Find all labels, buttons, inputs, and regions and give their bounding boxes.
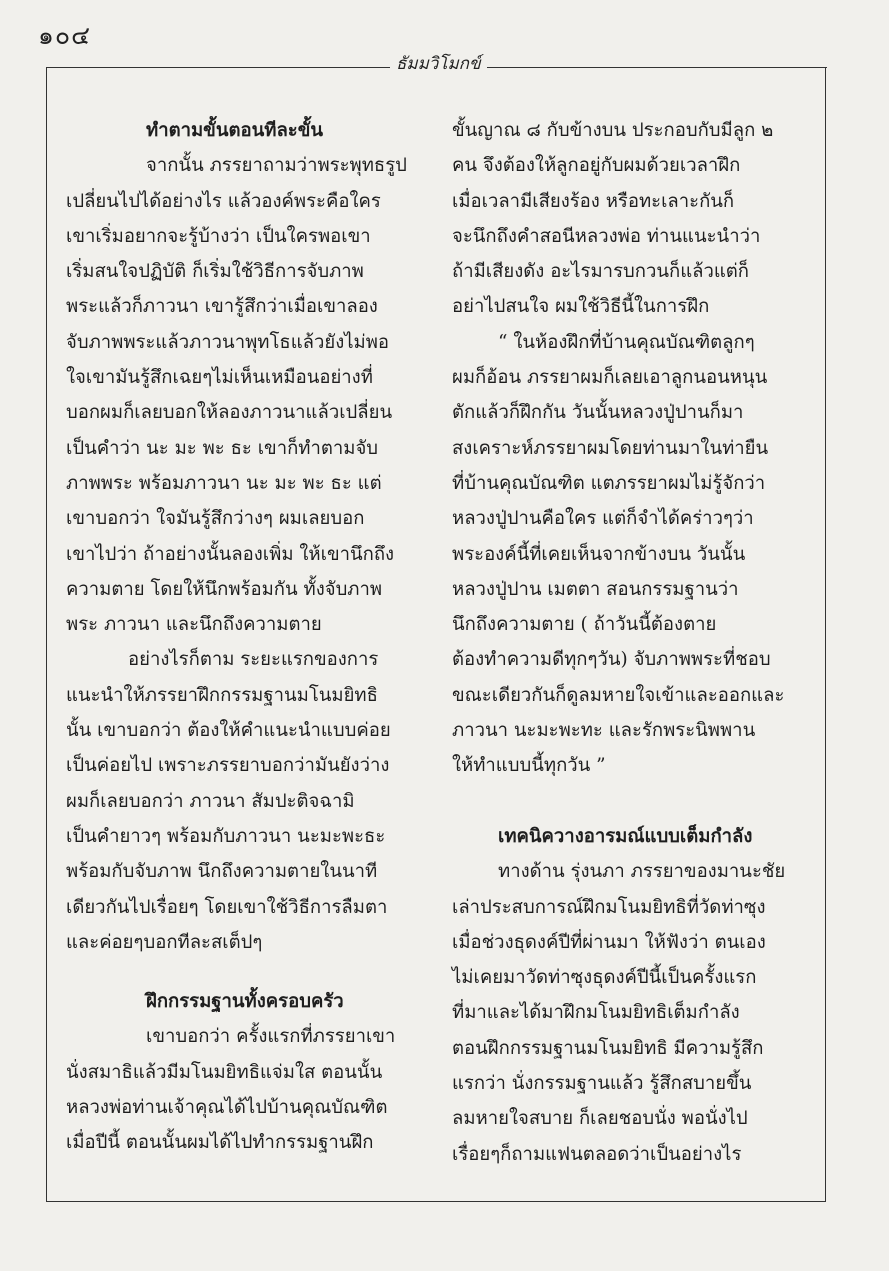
section-heading: ฝึกกรรมฐานทั้งครอบครัว [146,991,344,1013]
text-line: ลมหายใจสบาย ก็เลยชอบนั่ง พอนั่งไป [452,1108,748,1130]
text-line: เขาบอกว่า ใจมันรู้สึกว่างๆ ผมเลยบอก [66,508,365,530]
text-line: แนะนำให้ภรรยาฝึกกรรมฐานมโนมยิทธิ [66,684,378,706]
text-line: ตักแล้วก็ฝึกกัน วันนั้นหลวงปู่ปานก็มา [452,402,744,424]
text-line: ขณะเดียวกันก็ดูลมหายใจเข้าและออกและ [452,684,785,706]
text-line: ที่บ้านคุณบัณฑิต แตภรรยาผมไม่รู้จักว่า [452,472,766,494]
text-line: ความตาย โดยให้นึกพร้อมกัน ทั้งจับภาพ [66,578,383,600]
text-line: ทางด้าน รุ่งนภา ภรรยาของมานะชัย [498,861,786,883]
text-line: จะนึกถึงคำสอนีหลวงพ่อ ท่านแนะนำว่า [452,225,761,247]
spacer [66,960,438,984]
text-line: บอกผมก็เลยบอกให้ลองภาวนาแล้วเปลี่ยน [66,402,393,424]
spacer [452,784,814,819]
text-line: คน จึงต้องให้ลูกอยู่กับผมด้วยเวลาฝึก [452,155,741,177]
text-line: ที่มาและได้มาฝึกมโนมยิทธิเต็มกำลัง [452,1002,740,1024]
text-line: ภาวนา นะมะพะทะ และรักพระนิพพาน [452,720,756,742]
text-line: เมื่อปีนี้ ตอนนั้นผมได้ไปทำกรรมฐานฝึก [66,1132,374,1154]
running-header: ธัมมวิโมกข์ [390,50,487,77]
text-line: และค่อยๆบอกทีละสเต็ปๆ [66,931,263,953]
text-line: หลวงปู่ปานคือใคร แต่ก็จำได้คร่าวๆว่า [452,508,754,530]
text-line: เรื่อยๆก็ถามแฟนตลอดว่าเป็นอย่างไร [452,1143,742,1165]
right-column [452,113,814,1172]
text-line: เป็นค่อยไป เพราะภรรยาบอกว่ามันยังว่าง [66,755,390,777]
text-line: ผมก็เลยบอกว่า ภาวนา สัมปะติจฉามิ [66,790,355,812]
text-line: ให้ทำแบบนี้ทุกวัน ” [452,755,606,777]
text-line: พระองค์นี้ที่เคยเห็นจากข้างบน วันนั้น [452,543,746,565]
text-line: พร้อมกับจับภาพ นึกถึงความตายในนาที [66,861,378,883]
section-heading: ทำตามขั้นตอนทีละขั้น [146,120,324,141]
text-line: พระ ภาวนา และนึกถึงความตาย [66,614,322,636]
text-line: นั้น เขาบอกว่า ต้องให้คำแนะนำแบบค่อย [66,720,391,742]
text-line: ไม่เคยมาวัดท่าซุงธุดงค์ปีนี้เป็นครั้งแรก [452,967,757,989]
text-line: นั่งสมาธิแล้วมีมโนมยิทธิแจ่มใส ตอนนั้น [66,1061,383,1083]
text-line: เมื่อเวลามีเสียงร้อง หรือทะเลาะกันก็ [452,190,735,212]
text-line: เขาบอกว่า ครั้งแรกที่ภรรยาเขา [146,1026,396,1048]
text-line: เปลี่ยนไปได้อย่างไร แล้วองค์พระคือใคร [66,190,381,212]
text-line: จับภาพพระแล้วภาวนาพุทโธแล้วยังไม่พอ [66,331,390,353]
text-line: ขั้นญาณ ๘ กับข้างบน ประกอบกับมีลูก ๒ [452,120,774,141]
text-line: ผมก็อ้อน ภรรยาผมก็เลยเอาลูกนอนหนุน [452,367,768,389]
text-line: เริ่มสนใจปฏิบัติ ก็เริ่มใช้วิธีการจับภาพ [66,261,364,283]
text-line: ภาพพระ พร้อมภาวนา นะ มะ พะ ธะ แต่ [66,472,382,494]
text-line: “ ในห้องฝึกที่บ้านคุณบัณฑิตลูกๆ [498,331,755,353]
text-line: ตอนฝึกกรรมฐานมโนมยิทธิ มีความรู้สึก [452,1037,764,1059]
text-line: จากนั้น ภรรยาถามว่าพระพุทธรูป [146,155,407,177]
text-line: เดียวกันไปเรื่อยๆ โดยเขาใช้วิธีการลืมตา [66,896,388,918]
text-line: หลวงพ่อท่านเจ้าคุณได้ไปบ้านคุณบัณฑิต [66,1097,388,1119]
text-line: เป็นคำว่า นะ มะ พะ ธะ เขาก็ทำตามจับ [66,437,379,459]
text-line: อย่างไรก็ตาม ระยะแรกของการ [128,649,379,671]
text-line: ต้องทำความดีทุกๆวัน) จับภาพพระที่ชอบ [452,649,771,671]
text-line: ใจเขามันรู้สึกเฉยๆไม่เห็นเหมือนอย่างที่ [66,367,373,389]
text-line: เป็นคำยาวๆ พร้อมกับภาวนา นะมะพะธะ [66,825,386,847]
text-line: เขาไปว่า ถ้าอย่างนั้นลองเพิ่ม ให้เขานึกถึง [66,543,395,565]
text-line: แรกว่า นั่งกรรมฐานแล้ว รู้สึกสบายขึ้น [452,1073,752,1095]
text-line: นึกถึงความตาย ( ถ้าวันนี้ต้องตาย [452,614,717,636]
page-number: ๑๐๔ [38,21,92,50]
text-line: สงเคราะห์ภรรยาผมโดยท่านมาในท่ายืน [452,437,769,459]
text-line: อย่าไปสนใจ ผมใช้วิธีนี้ในการฝึก [452,296,710,318]
text-line: เมื่อช่วงธุดงค์ปีที่ผ่านมา ให้ฟังว่า ตนเอง [452,931,766,953]
left-column [66,113,438,1161]
text-line: หลวงปู่ปาน เมตตา สอนกรรมฐานว่า [452,578,739,600]
text-line: พระแล้วก็ภาวนา เขารู้สึกว่าเมื่อเขาลอง [66,296,378,318]
text-line: เขาเริ่มอยากจะรู้บ้างว่า เป็นใครพอเขา [66,225,371,247]
text-line: เล่าประสบการณ์ฝึกมโนมยิทธิที่วัดท่าซุง [452,896,766,918]
section-heading: เทคนิควางอารมณ์แบบเต็มกำลัง [498,825,753,847]
text-line: ถ้ามีเสียงดัง อะไรมารบกวนก็แล้วแต่ก็ [452,261,749,283]
